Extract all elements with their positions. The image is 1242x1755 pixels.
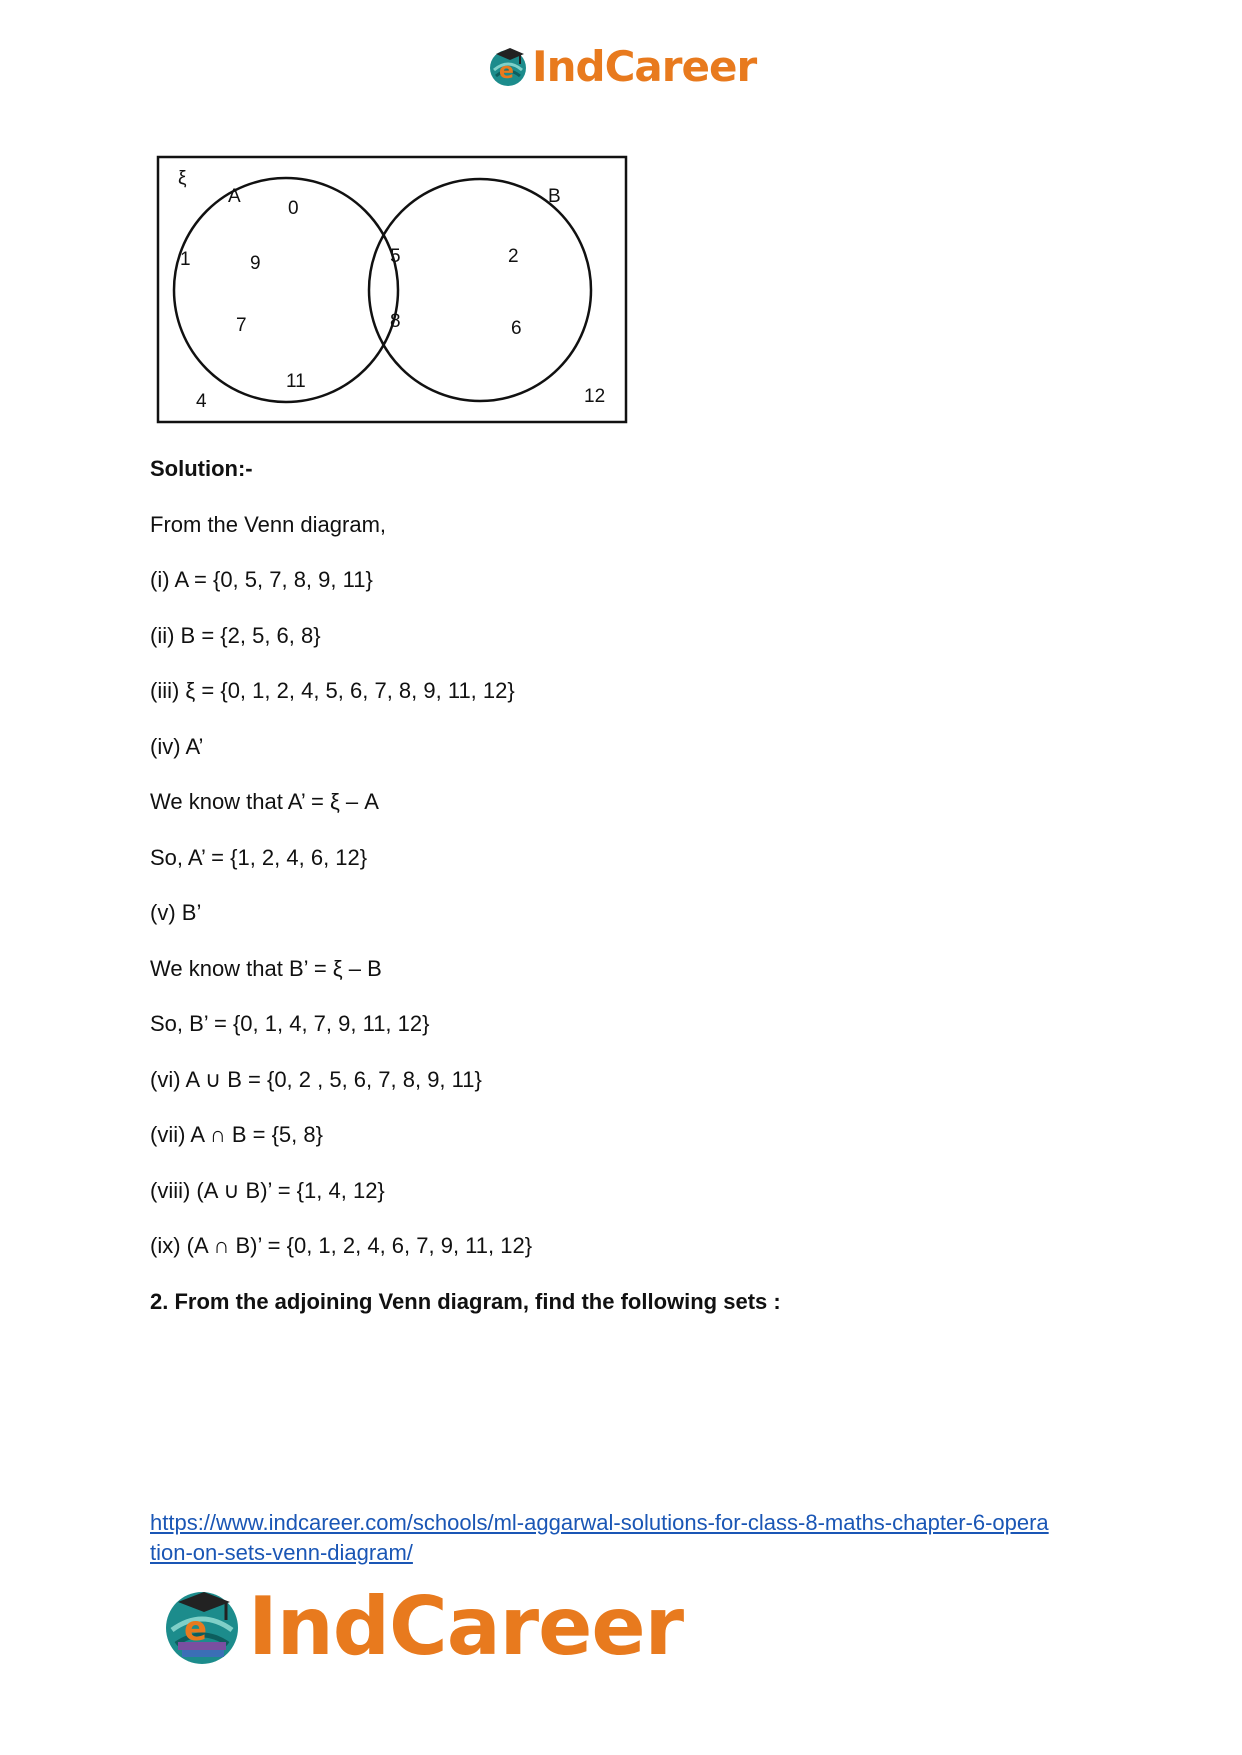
solution-line: From the Venn diagram, (150, 511, 387, 537)
solution-line: (v) B’ (150, 900, 202, 925)
element-out-1: 4 (196, 391, 207, 412)
solution-line: (ii) B = {2, 5, 6, 8} (150, 622, 321, 648)
source-link-line-1: https://www.indcareer.com/schools/ml-aggarwal-solutions-for-class-8-maths-chapter-6-opera (150, 1510, 1049, 1535)
solution-heading: Solution:- (150, 456, 253, 481)
solution-line: So, A’ = {1, 2, 4, 6, 12} (150, 844, 368, 870)
element-a-3: 11 (286, 371, 306, 392)
element-a-1: 9 (250, 253, 261, 274)
logo-text: IndCareer (532, 41, 757, 91)
source-link[interactable] (150, 1508, 1110, 1568)
element-out-0: 1 (180, 249, 191, 270)
set-a-circle (174, 178, 398, 402)
svg-text:e: e (184, 1609, 208, 1649)
solution-line: (iii) ξ = {0, 1, 2, 4, 5, 6, 7, 8, 9, 11, 12} (150, 678, 515, 703)
solution-line: We know that B’ = ξ – B (150, 955, 382, 981)
element-ab-1: 8 (390, 311, 401, 332)
next-question: 2. From the adjoining Venn diagram, find the following sets : (150, 1288, 781, 1314)
element-ab-0: 5 (390, 246, 401, 267)
set-a-label: A (228, 186, 241, 207)
solution-line: (viii) (A ∪ B)’ = {1, 4, 12} (150, 1177, 385, 1203)
solution-line: So, B’ = {0, 1, 4, 7, 9, 11, 12} (150, 1011, 430, 1036)
footer-logo (160, 1578, 683, 1674)
solution-line: (iv) A’ (150, 733, 204, 759)
element-out-2: 12 (584, 386, 606, 407)
source-link-line-2: tion-on-sets-venn-diagram/ (150, 1540, 413, 1565)
header-logo (486, 38, 756, 94)
solution-section (150, 454, 1110, 1342)
solution-line: (ix) (A ∩ B)’ = {0, 1, 2, 4, 6, 7, 9, 11, 12} (150, 1233, 533, 1258)
svg-text:e: e (499, 59, 514, 84)
set-b-label: B (548, 186, 561, 207)
element-a-2: 7 (236, 315, 247, 336)
globe-books-icon (160, 1584, 244, 1668)
globe-cap-icon (486, 44, 530, 88)
solution-line: (i) A = {0, 5, 7, 8, 9, 11} (150, 567, 373, 592)
element-b-0: 2 (508, 246, 519, 267)
logo-text: IndCareer (248, 1579, 684, 1673)
solution-line: We know that A’ = ξ – A (150, 789, 379, 814)
solution-line: (vii) A ∩ B = {5, 8} (150, 1122, 323, 1147)
element-b-1: 6 (511, 318, 522, 339)
set-b-circle (369, 179, 591, 401)
element-a-0: 0 (288, 198, 299, 219)
universal-label: ξ (178, 168, 187, 189)
solution-line: (vi) A ∪ B = {0, 2 , 5, 6, 7, 8, 9, 11} (150, 1066, 482, 1092)
venn-diagram (150, 152, 632, 428)
